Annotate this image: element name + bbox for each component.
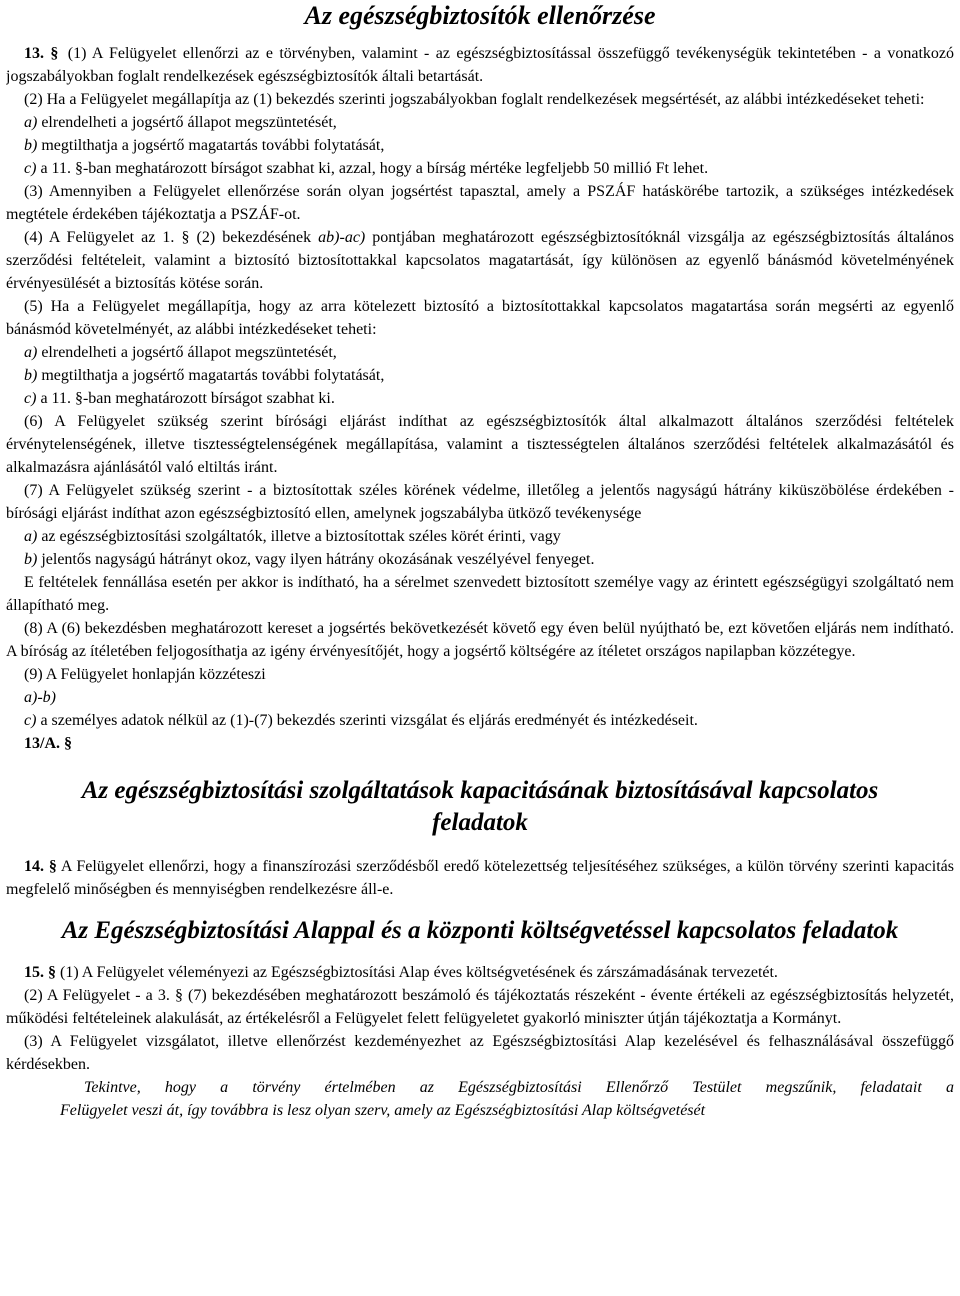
section-15-para-1: 15. § (1) A Felügyelet véleményezi az Egészségbiztosítási Alap éves költségvetésének és zárszámadásának tervezetét. — [24, 964, 778, 981]
section-sign: § — [174, 987, 183, 1004]
chapter-heading-fund: Az Egészségbiztosítási Alappal és a központi költségvetéssel kapcsolatos feladatok — [61, 917, 899, 944]
section-13-para-5-a: a) elrendelheti a jogsértő állapot megszüntetését, — [24, 344, 337, 361]
section-15-para-2: (2) A Felügyelet - a 3. § (7) bekezdésében meghatározott beszámoló és tájékoztatás részeként - évente értékeli az egészségbiztosítás helyzetét, működési feltételeinek alakulását, az értékelésről a Felügyelet felett felügyeletet gyakorló miniszter útján tájékoztatja a Kormányt. — [6, 987, 954, 1027]
chapter-heading-capacity: Az egészségbiztosítási szolgáltatások kapacitásának biztosításával kapcsolatos feladatok — [81, 777, 879, 836]
section-13-para-5-c: c) a 11. §-ban meghatározott bírságot szabhat ki. — [24, 390, 335, 407]
footnote-line-1: Tekintve, hogy a törvény értelmében az Egészségbiztosítási Ellenőrző Testület megszűnik, feladatait a — [84, 1079, 954, 1096]
footnote-line-2: Felügyelet veszi át, így továbbra is lesz olyan szerv, amely az Egészségbiztosítási Alap költségvetését — [60, 1102, 706, 1119]
section-13-para-2: (2) Ha a Felügyelet megállapítja az (1) bekezdés szerinti jogszabályokban foglalt rendelkezések megsértését, az alábbi intézkedéseket teheti: — [24, 91, 925, 108]
section-13-para-7-b: b) jelentős nagyságú hátrányt okoz, vagy ilyen hátrány okozásának veszélyével fenyeget. — [24, 551, 595, 568]
section-13a-number: 13/A. — [24, 735, 60, 752]
section-13-para-9: (9) A Felügyelet honlapján közzéteszi — [24, 666, 266, 683]
section-15-number: 15. — [24, 964, 44, 981]
section-13-para-1: 13. § (1) A Felügyelet ellenőrzi az e törvényben, valamint - az egészségbiztosítással összefüggő tevékenységük tekintetében - a vonatkozó jogszabályokban foglalt rendelkezések egészségbiztosítók általi betartását. — [6, 45, 954, 85]
section-sign: § — [74, 160, 83, 177]
section-13-para-7: (7) A Felügyelet szükség szerint - a biztosítottak széles körének védelme, illetőleg a jelentős nagyságú hátrány kiküszöbölése érdekében - bírósági eljárást indíthat azon egészségbiztosító ellen, amelynek jogszabályba ütköző tevékenysége — [6, 482, 954, 522]
section-13-para-2-a: a) elrendelheti a jogsértő állapot megszüntetését, — [24, 114, 337, 131]
section-sign: § — [48, 964, 56, 981]
section-13-para-2-c: c) a 11. §-ban meghatározott bírságot szabhat ki, azzal, hogy a bírság mértéke legfeljebb 50 millió Ft lehet. — [24, 160, 709, 177]
section-13-para-7-a: a) az egészségbiztosítási szolgáltatók, illetve a biztosítottak széles körét érinti, vagy — [24, 528, 561, 545]
section-sign: § — [181, 229, 190, 246]
document-page — [6, 0, 954, 1296]
section-13-para-4: (4) A Felügyelet az 1. § (2) bekezdésének ab)-ac) pontjában meghatározott egészségbiztosítóknál vizsgálja az egészségbiztosítás általános szerződési feltételeit, valamint a biztosító biztosítottakkal kapcsolatos magatartását, így különösen az egyenlő bánásmód követelményének érvényesülését a biztosítás kötése során. — [6, 229, 954, 292]
section-13-para-7-closing: E feltételek fennállása esetén per akkor is indítható, ha a sérelmet szenvedett biztosított személye vagy az érintett egészségügyi szolgáltató nem állapítható meg. — [6, 574, 954, 614]
section-13-para-6: (6) A Felügyelet szükség szerint bírósági eljárást indíthat az egészségbiztosítók által alkalmazott általános szerződési feltételek érvénytelenségének, illetve tisztességtelenségének megállapítása, valamint a tisztességtelen általános szerződési feltételek alkalmazásától és alkalmazásra ajánlásától való eltiltás iránt. — [6, 413, 954, 476]
section-13-para-3: (3) Amennyiben a Felügyelet ellenőrzése során olyan jogsértést tapasztal, amely a PSZÁF hatáskörébe tartozik, a szükséges intézkedések megtétele érdekében tájékoztatja a PSZÁF-ot. — [6, 183, 954, 223]
section-13a-heading — [6, 732, 954, 755]
section-13-para-8: (8) A (6) bekezdésben meghatározott kereset a jogsértés bekövetkezését követő egy éven belül nyújtható be, ezt követően eljárás nem indítható. A bíróság az ítéletében feljogosíthatja az igény érvényesítőjét, hogy a jogsértő költségére az ítéletet országos napilapban közzétegye. — [6, 620, 954, 660]
section-14-para: 14. § A Felügyelet ellenőrzi, hogy a finanszírozási szerződésből eredő kötelezettség teljesítéséhez szükséges, a külön törvény szerinti kapacitás megfelelő minőségben és mennyiségben rendelkezésre áll-e. — [6, 858, 954, 898]
section-15-para-3: (3) A Felügyelet vizsgálatot, illetve ellenőrzést kezdeményezhet az Egészségbiztosítási Alap kezelésével és felhasználásával összefüggő kérdésekben. — [6, 1033, 954, 1073]
section-13-para-9-ab: a)-b) — [24, 689, 56, 706]
section-13-number: 13. — [24, 45, 44, 62]
section-sign: § — [48, 858, 57, 875]
section-13-para-5-b: b) megtilthatja a jogsértő magatartás további folytatását, — [24, 367, 385, 384]
section-sign: § — [74, 390, 83, 407]
page-title: Az egészségbiztosítók ellenőrzése — [304, 1, 656, 30]
section-sign: § — [50, 45, 59, 62]
section-13-para-9-c: c) a személyes adatok nélkül az (1)-(7) bekezdés szerinti vizsgálat és eljárás eredményét és intézkedéseit. — [24, 712, 698, 729]
section-14-number: 14. — [24, 858, 44, 875]
section-13-para-2-b: b) megtilthatja a jogsértő magatartás további folytatását, — [24, 137, 385, 154]
section-sign: § — [64, 735, 72, 752]
section-13-para-5: (5) Ha a Felügyelet megállapítja, hogy az arra kötelezett biztosító a biztosítottakkal kapcsolatos magatartása során megsérti az egyenlő bánásmód követelményét, az alábbi intézkedéseket teheti: — [6, 298, 954, 338]
